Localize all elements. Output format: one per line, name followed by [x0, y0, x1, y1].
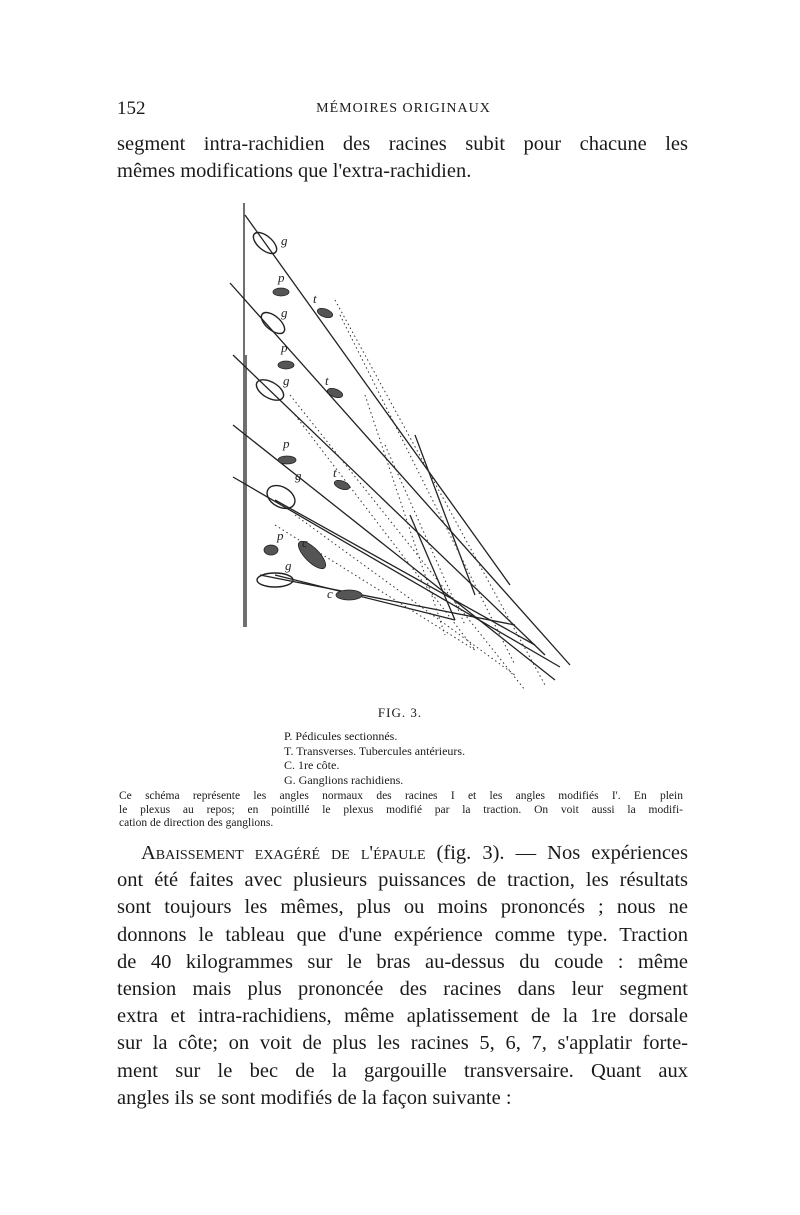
pedicle-shape	[278, 456, 296, 464]
label-p: p	[281, 340, 288, 355]
root-line	[410, 515, 455, 620]
traction-line	[295, 415, 475, 650]
root-line	[275, 575, 455, 620]
paragraph-line: de 40 kilogrammes sur le bras au-dessus du coude : même	[117, 950, 688, 973]
transverse-shape	[326, 387, 344, 400]
root-line	[275, 500, 535, 645]
page-header	[117, 98, 690, 124]
page-number: 152	[117, 98, 146, 119]
paragraph-line: sur la côte; on voit de plus les racines 5, 6, 7, s'applatir forte-	[117, 1032, 688, 1055]
explanation-line: Ce schéma représente les angles normaux des racines I et les angles modifiés I'. En plein	[119, 790, 683, 802]
legend-item: P. Pédicules sectionnés.	[284, 729, 398, 743]
explanation-line: le plexus au repos; en pointillé le plexus modifié par la traction. On voit aussi la modifi-	[119, 803, 683, 816]
paragraph-first-line	[117, 840, 688, 867]
label-p: p	[278, 270, 285, 285]
root-line	[260, 575, 515, 625]
paragraph-line: tension mais plus prononcée des racines dans leur segment	[117, 978, 688, 1001]
paragraph-line: sont toujours les mêmes, plus ou moins prononcés ; nous ne	[117, 896, 688, 919]
label-p: p	[277, 528, 284, 543]
label-g: g	[281, 305, 288, 320]
pedicle-shape	[273, 288, 289, 296]
ganglion-ellipse	[263, 481, 299, 513]
explanation-line: cation de direction des ganglions.	[119, 817, 274, 829]
running-head: MÉMOIRES ORIGINAUX	[316, 101, 491, 116]
transverse-shape	[333, 479, 351, 492]
pedicle-shape	[264, 545, 278, 555]
label-c: c	[327, 586, 333, 601]
figure-caption: FIG. 3.	[377, 705, 423, 720]
intro-line: segment intra-rachidien des racines subit pour chacune les	[117, 133, 688, 155]
pedicle-shape	[278, 361, 294, 369]
section-heading: Abaissement exagéré de l'épaule	[141, 842, 426, 864]
traction-line	[335, 300, 545, 685]
rib-shape	[294, 537, 329, 572]
intro-text	[117, 131, 688, 185]
paragraph-line: donnons le tableau que d'une expérience comme type. Traction	[117, 923, 688, 946]
legend-item: T. Transverses. Tubercules antérieurs.	[284, 743, 466, 758]
figure-legend	[284, 729, 465, 787]
paragraph-line: extra et intra-rachidiens, même aplatissement de la 1re dorsale	[117, 1005, 688, 1028]
heading-rest: (fig. 3). — Nos expériences	[425, 842, 689, 864]
root-line	[245, 215, 510, 585]
label-g: g	[281, 233, 288, 248]
spinal-roots-diagram	[215, 195, 585, 705]
label-g: g	[285, 558, 292, 573]
traction-line	[365, 395, 445, 635]
traction-line	[290, 395, 525, 690]
label-g: g	[295, 468, 302, 483]
label-t: t	[333, 465, 337, 480]
legend-item: C. 1re côte.	[284, 758, 340, 772]
intro-line: mêmes modifications que l'extra-rachidien.	[117, 160, 472, 183]
main-paragraph	[117, 840, 688, 1112]
label-g: g	[283, 373, 290, 388]
label-t: t	[313, 291, 317, 306]
rib-shape	[336, 590, 362, 600]
paragraph-line: ont été faites avec plusieurs puissances de traction, les résultats	[117, 869, 688, 892]
paragraph-line: ment sur le bec de la gargouille transversaire. Quant aux	[117, 1059, 688, 1082]
figure-explanation	[119, 790, 683, 831]
root-line	[233, 477, 560, 667]
paragraph-line: angles ils se sont modifiés de la façon suivante :	[117, 1086, 512, 1109]
label-p: p	[283, 436, 290, 451]
label-c: c	[302, 535, 308, 550]
legend-item: G. Ganglions rachidiens.	[284, 772, 404, 787]
label-t: t	[325, 373, 329, 388]
